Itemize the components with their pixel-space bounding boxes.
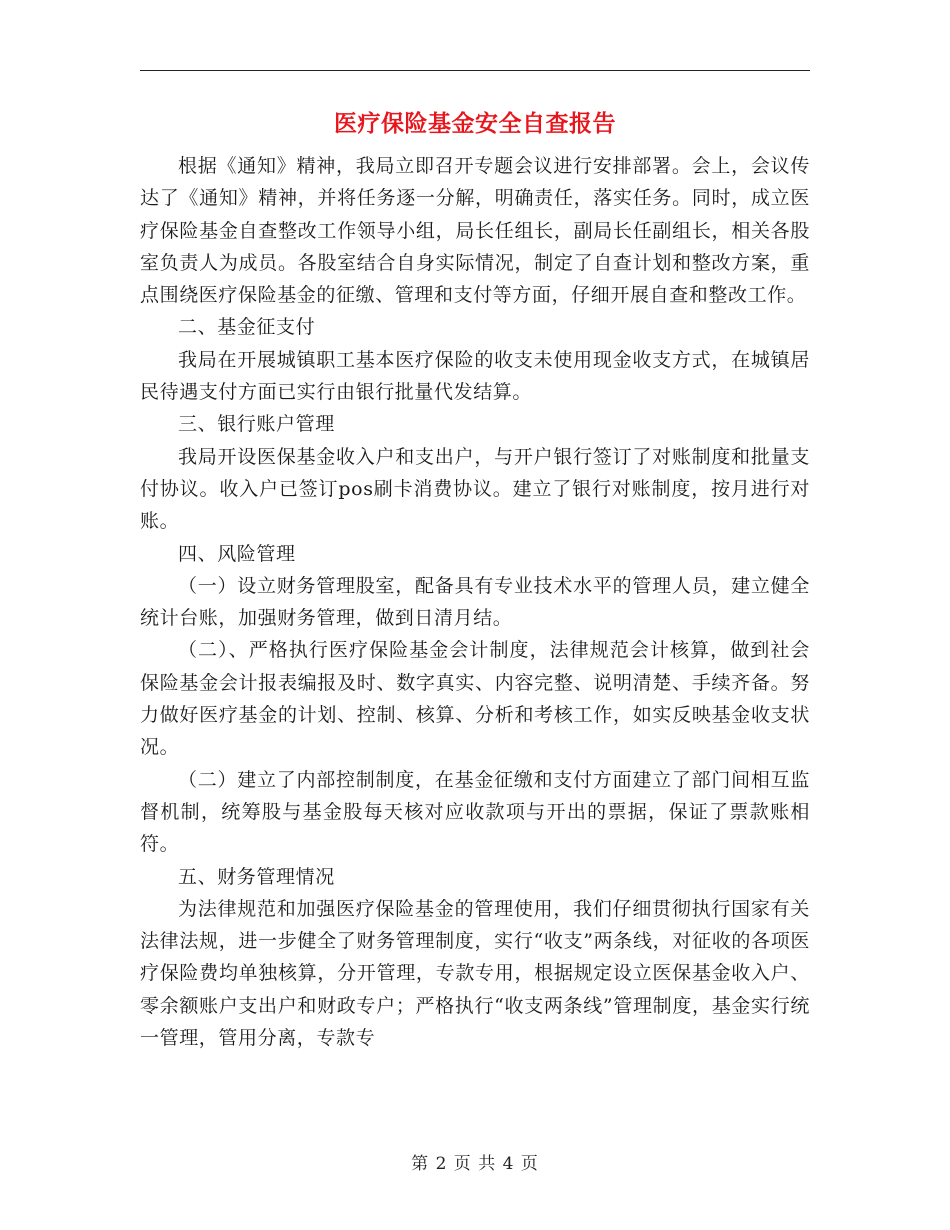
section-heading-3: 三、银行账户管理 xyxy=(178,413,335,436)
paragraph-4b: （二）、严格执行医疗保险基金会计制度，法律规范会计核算，做到社会保险基金会计报表编报及时、数字真实、内容完整、说明清楚、手续齐备。努力做好医疗基金的计划、控制、核算、分析和考核工作，如实反映基金收支状况。 xyxy=(140,639,810,759)
paragraph-intro: 根据《通知》精神，我局立即召开专题会议进行安排部署。会上，会议传达了《通知》精神，并将任务逐一分解，明确责任，落实任务。同时，成立医疗保险基金自查整改工作领导小组，局长任组长，副局长任副组长，相关各股室负责人为成员。各股室结合自身实际情况，制定了自查计划和整改方案，重点围绕医疗保险基金的征缴、管理和支付等方面，仔细开展自查和整改工作。 xyxy=(140,155,810,307)
section-heading-5: 五、财务管理情况 xyxy=(178,865,335,888)
page-footer: 第 2 页 共 4 页 xyxy=(411,1154,539,1174)
paragraph-4c: （二）建立了内部控制制度，在基金征缴和支付方面建立了部门间相互监督机制，统筹股与基金股每天核对应收款项与开出的票据，保证了票款账相符。 xyxy=(140,768,810,856)
header-rule xyxy=(140,70,810,71)
section-heading-2: 二、基金征支付 xyxy=(178,316,316,339)
paragraph-5: 为法律规范和加强医疗保险基金的管理使用，我们仔细贯彻执行国家有关法律法规，进一步健全了财务管理制度，实行“收支”两条线，对征收的各项医疗保险费均单独核算，分开管理，专款专用，根据规定设立医保基金收入户、零余额账户支出户和财政专户；严格执行“收支两条线”管理制度，基金实行统一管理，管用分离，专款专 xyxy=(140,897,810,1050)
section-heading-4: 四、风险管理 xyxy=(178,542,296,565)
document-body xyxy=(140,150,810,1054)
paragraph-2: 我局在开展城镇职工基本医疗保险的收支未使用现金收支方式，在城镇居民待遇支付方面已实行由银行批量代发结算。 xyxy=(140,348,810,404)
paragraph-3: 我局开设医保基金收入户和支出户，与开户银行签订了对账制度和批量支付协议。收入户已签订pos刷卡消费协议。建立了银行对账制度，按月进行对账。 xyxy=(140,445,810,533)
document-title: 医疗保险基金安全自查报告 xyxy=(334,111,616,137)
paragraph-4a: （一）设立财务管理股室，配备具有专业技术水平的管理人员，建立健全统计台账，加强财务管理，做到日清月结。 xyxy=(140,574,810,630)
